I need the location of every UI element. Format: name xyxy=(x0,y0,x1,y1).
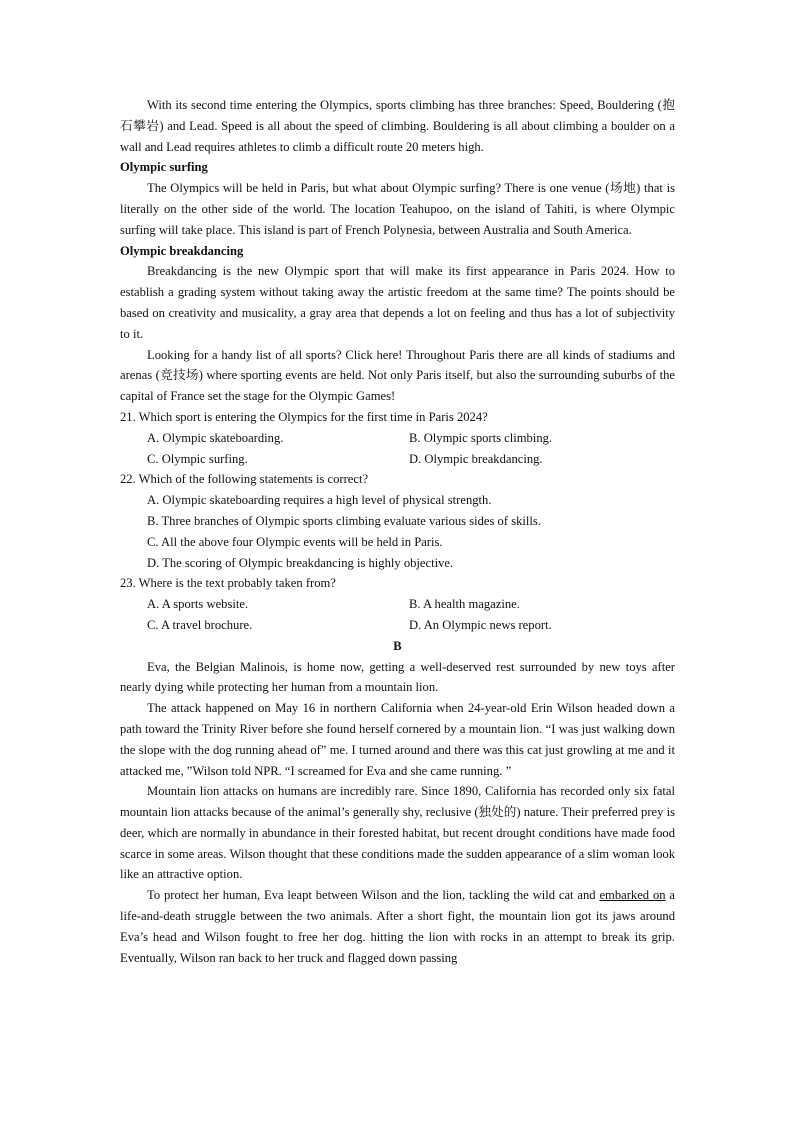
eva-paragraph-4 xyxy=(120,885,675,968)
breakdancing-paragraph: Breakdancing is the new Olympic sport that will make its first appearance in Paris 2024. How to establish a grading system without taking away the artistic freedom at the same time? The points should be based on creativity and musicality, a gray area that depends a lot on feeling and thus has a lot of subjectivity to it. xyxy=(120,264,675,341)
question-23-option-a: A. A sports website. xyxy=(147,597,249,612)
question-21-option-c: C. Olympic surfing. xyxy=(147,451,248,466)
eva-paragraph-3: Mountain lion attacks on humans are incredibly rare. Since 1890, California has recorded only six fatal mountain lion attacks because of the animal’s generally shy, reclusive (独处的) nature. Their preferred prey is deer, which are normally in abundance in their forested habitat, but recent drought conditions have made food scarce in some areas. Wilson thought that these conditions made the sudden appearance of a slim woman look like an attractive option. xyxy=(120,784,675,882)
surfing-paragraph: The Olympics will be held in Paris, but what about Olympic surfing? There is one venue (场地) that is literally on the other side of the world. The location Teahupoo, on the island of Tahiti, is where Olympic surfing will take place. This island is part of French Polynesia, between Australia and South America. xyxy=(120,181,675,237)
question-21-stem: 21. Which sport is entering the Olympics for the first time in Paris 2024? xyxy=(120,409,488,424)
question-23-option-d: D. An Olympic news report. xyxy=(409,617,552,632)
eva-paragraph-2: The attack happened on May 16 in northern California when 24-year-old Erin Wilson headed down a path toward the Trinity River before she found herself cornered by a mountain lion. “I was just walking down the slope with the dog running ahead of” me. I turned around and there was this cat just growling at me and it attacked me, ”Wilson told NPR. “I screamed for Eva and she came running. ” xyxy=(120,701,675,778)
question-22-options xyxy=(120,490,675,573)
question-23-stem: 23. Where is the text probably taken from? xyxy=(120,576,336,591)
question-22-option-b: B. Three branches of Olympic sports climbing evaluate various sides of skills. xyxy=(147,513,541,528)
question-21-options xyxy=(120,428,675,470)
closing-paragraph: Looking for a handy list of all sports? Click here! Throughout Paris there are all kinds of stadiums and arenas (竞技场) where sporting events are held. Not only Paris itself, but also the surrounding suburbs of the capital of France set the stage for the Olympic Games! xyxy=(120,347,675,404)
surfing-heading: Olympic surfing xyxy=(120,160,208,175)
question-22-stem: 22. Which of the following statements is correct? xyxy=(120,472,369,487)
document-content xyxy=(120,95,675,968)
underlined-phrase: embarked on xyxy=(599,888,666,903)
section-b-label: B xyxy=(393,638,402,653)
breakdancing-heading: Olympic breakdancing xyxy=(120,243,244,258)
question-21-option-b: B. Olympic sports climbing. xyxy=(409,430,553,445)
question-21-option-a: A. Olympic skateboarding. xyxy=(147,430,284,445)
question-22-option-c: C. All the above four Olympic events will be held in Paris. xyxy=(147,534,443,549)
question-23-options xyxy=(120,594,675,636)
climbing-paragraph: With its second time entering the Olympics, sports climbing has three branches: Speed, Bouldering (抱石攀岩) and Lead. Speed is all about the speed of climbing. Bouldering is all about climbing a boulder on a wall and Lead requires athletes to climb a difficult route 20 meters high. xyxy=(120,98,675,154)
question-21-option-d: D. Olympic breakdancing. xyxy=(409,451,543,466)
question-22-option-d: D. The scoring of Olympic breakdancing is highly objective. xyxy=(147,555,454,570)
eva-paragraph-4-end: a life-and-death struggle between the two animals. After a short fight, the mountain lion got its jaws around Eva’s head and Wilson fought to free her dog. hitting the lion with rocks in an attempt to break its grip. Eventually, Wilson ran back to her truck and flagged down passing xyxy=(120,888,675,965)
question-23-option-b: B. A health magazine. xyxy=(409,597,520,612)
eva-paragraph-4-start: To protect her human, Eva leapt between Wilson and the lion, tackling the wild cat and xyxy=(147,888,600,903)
question-22-option-a: A. Olympic skateboarding requires a high level of physical strength. xyxy=(147,493,492,508)
eva-paragraph-1: Eva, the Belgian Malinois, is home now, getting a well-deserved rest surrounded by new toys after nearly dying while protecting her human from a mountain lion. xyxy=(120,659,675,695)
question-23-option-c: C. A travel brochure. xyxy=(147,617,253,632)
